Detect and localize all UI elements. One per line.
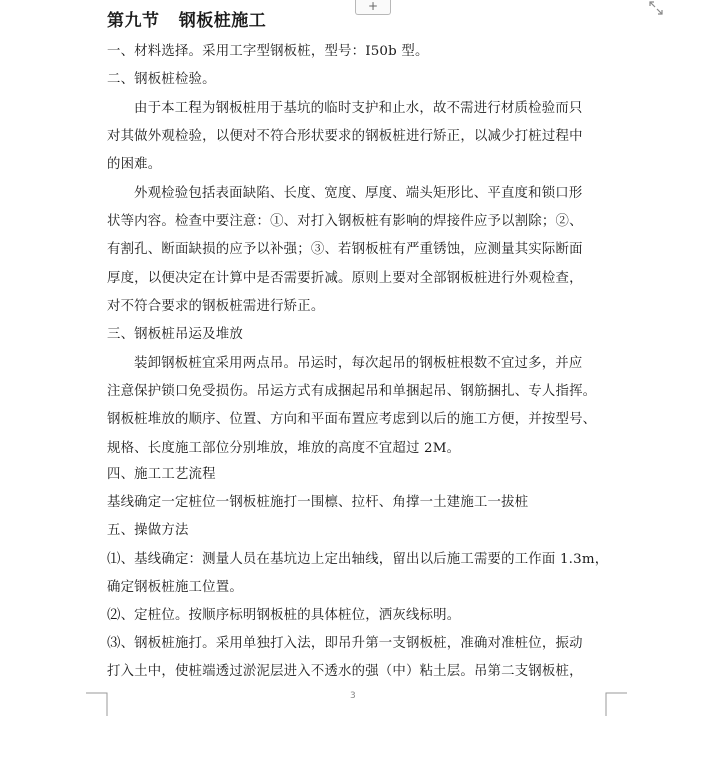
text-line: 四、施工工艺流程 (107, 467, 216, 482)
text-line: 对其做外观检验，以便对不符合形状要求的钢板桩进行矫正，以减少打桩过程中 (107, 129, 583, 144)
expand-icon[interactable] (648, 0, 664, 16)
text-line: 由于本工程为钢板桩用于基坑的临时支护和止水，故不需进行材质检验而只 (134, 101, 583, 116)
text-line: 有割孔、断面缺损的应予以补强；③、若钢板桩有严重锈蚀，应测量其实际断面 (107, 242, 583, 257)
text-line: 规格、长度施工部位分别堆放，堆放的高度不宜超过 2M。 (107, 441, 461, 456)
text-line: 装卸钢板桩宜采用两点吊。吊运时，每次起吊的钢板桩根数不宜过多，并应 (134, 356, 583, 371)
text-line: 五、操做方法 (107, 523, 189, 538)
text-line: 一、材料选择。采用工字型钢板桩，型号：I50b 型。 (107, 44, 429, 59)
text-line: 确定钢板桩施工位置。 (107, 580, 243, 595)
text-line: 钢板桩堆放的顺序、位置、方向和平面布置应考虑到以后的施工方便，并按型号、 (107, 412, 597, 427)
text-line: 外观检验包括表面缺陷、长度、宽度、厚度、端头矩形比、平直度和锁口形 (134, 186, 583, 201)
text-line: ⑵、定桩位。按顺序标明钢板桩的具体桩位，洒灰线标明。 (107, 608, 461, 623)
text-line: 厚度，以便决定在计算中是否需要折减。原则上要对全部钢板桩进行外观检查， (107, 271, 583, 286)
text-line: 三、钢板桩吊运及堆放 (107, 327, 243, 342)
add-button[interactable]: + (355, 0, 391, 15)
text-line: 打入土中，使桩端透过淤泥层进入不透水的强（中）粘土层。吊第二支钢板桩， (107, 664, 583, 679)
text-line: 注意保护锁口免受损伤。吊运方式有成捆起吊和单捆起吊、钢筋捆扎、专人指挥。 (107, 384, 597, 399)
text-line: 的困难。 (107, 157, 162, 172)
text-line: 基线确定一定桩位一钢板桩施打一围檩、拉杆、角撑一土建施工一拔桩 (107, 495, 529, 510)
text-line: 状等内容。检查中要注意：①、对打入钢板桩有影响的焊接件应予以割除；②、 (107, 214, 583, 229)
section-title: 第九节 钢板桩施工 (107, 11, 267, 31)
margin-corner-left (86, 692, 108, 716)
text-line: ⑶、钢板桩施打。采用单独打入法，即吊升第一支钢板桩，准确对准桩位，振动 (107, 636, 583, 651)
margin-corner-right (605, 692, 627, 716)
text-line: ⑴、基线确定：测量人员在基坑边上定出轴线，留出以后施工需要的工作面 1.3m， (107, 552, 609, 567)
page-number: 3 (350, 691, 356, 701)
text-line: 对不符合要求的钢板桩需进行矫正。 (107, 299, 325, 314)
text-line: 二、钢板桩检验。 (107, 72, 216, 87)
